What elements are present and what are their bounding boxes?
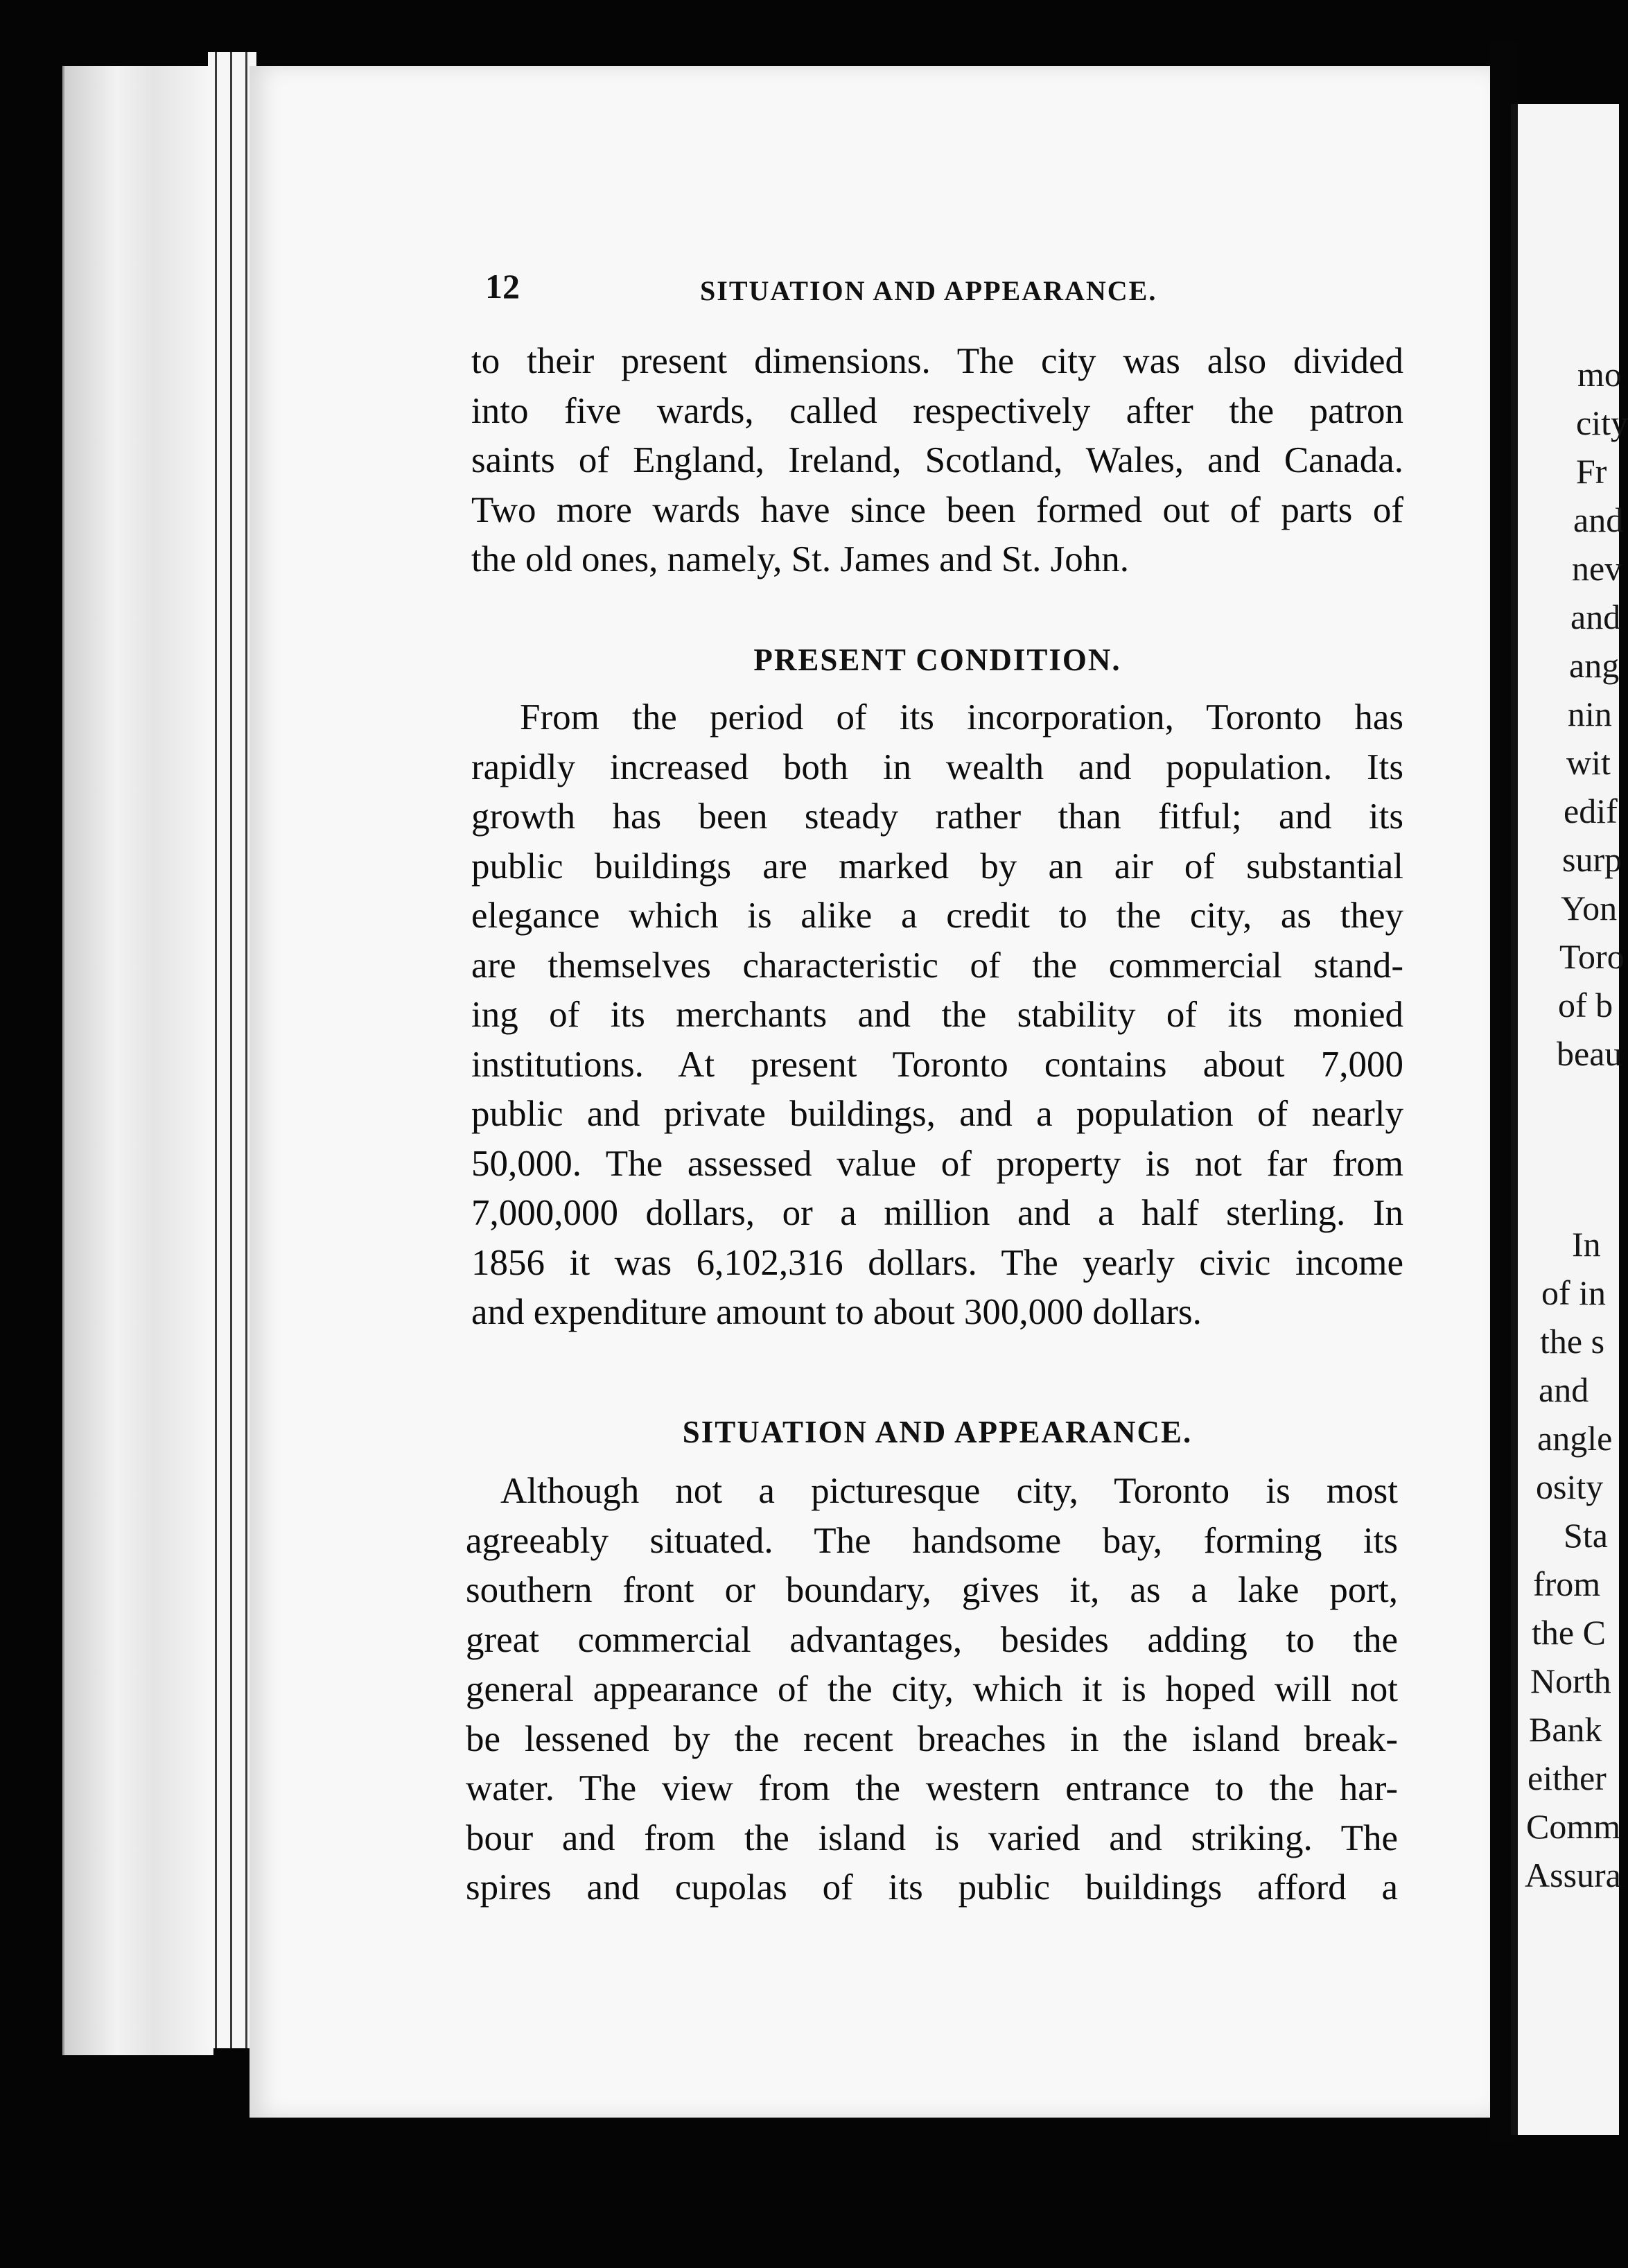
book-edge — [62, 66, 213, 2055]
page-header — [485, 266, 1372, 315]
text-line: agreeably situated. The handsome bay, forming its — [466, 1520, 1398, 1561]
text-line: the old ones, namely, St. James and St. John. — [471, 539, 1130, 579]
right-page-fragment: either — [1528, 1759, 1607, 1797]
right-page-fragment: beau — [1557, 1034, 1622, 1073]
right-page-fragment: nev — [1572, 549, 1622, 588]
right-page-fragment: the C — [1532, 1613, 1606, 1652]
section-heading-present-condition: PRESENT CONDITION. — [753, 643, 1121, 677]
right-page-fragment: nin — [1568, 695, 1612, 733]
text-line: ing of its merchants and the stability of its monied — [471, 995, 1403, 1035]
intro-paragraph — [471, 337, 1403, 585]
text-line: are themselves characteristic of the commercial stand- — [471, 945, 1403, 986]
text-line: institutions. At present Toronto contains about 7,000 — [471, 1044, 1403, 1085]
text-line: southern front or boundary, gives it, as a lake port, — [466, 1570, 1398, 1610]
right-page-fragment: edif — [1564, 792, 1618, 830]
text-line: saints of England, Ireland, Scotland, Wales, and Canada. — [471, 440, 1403, 480]
right-page-fragment: North — [1530, 1661, 1611, 1700]
text-line: Two more wards have since been formed out of parts of — [471, 489, 1403, 530]
text-line: public buildings are marked by an air of substantial — [471, 846, 1403, 887]
right-page-fragment: osity — [1536, 1467, 1604, 1506]
text-line: general appearance of the city, which it is hoped will not — [466, 1669, 1398, 1709]
book-page-right-fragment — [1511, 104, 1628, 2135]
present-condition-paragraph — [471, 693, 1403, 1338]
situation-paragraph — [466, 1467, 1398, 1913]
text-line: bour and from the island is varied and striking. The — [466, 1817, 1398, 1858]
right-page-fragment: the s — [1540, 1322, 1605, 1361]
text-line: elegance which is alike a credit to the city, as they — [471, 896, 1403, 936]
right-page-fragment: city — [1576, 403, 1628, 442]
right-page-fragment: surp — [1562, 840, 1622, 879]
text-line: growth has been steady rather than fitful; and its — [471, 796, 1403, 837]
right-page-fragment: Yon — [1561, 889, 1618, 927]
right-page-fragment: Sta — [1564, 1516, 1608, 1555]
right-page-fragment: Bank — [1529, 1710, 1602, 1749]
right-page-fragment: Toro — [1559, 937, 1625, 976]
right-page-fragment: wit — [1566, 743, 1611, 782]
right-page-fragment: ang — [1569, 646, 1620, 685]
right-page-fragment: from — [1533, 1564, 1601, 1603]
text-line: into five wards, called respectively after the patron — [471, 390, 1403, 431]
text-line: water. The view from the western entrance to the har- — [466, 1768, 1398, 1808]
right-page-fragment: In — [1572, 1225, 1601, 1264]
right-page-fragment: and — [1570, 597, 1621, 636]
right-page-fragment: of b — [1558, 986, 1613, 1024]
text-line: 7,000,000 dollars, or a million and a half sterling. In — [471, 1193, 1403, 1233]
right-page-fragment: angle — [1537, 1419, 1613, 1458]
text-line: public and private buildings, and a population of nearly — [471, 1094, 1403, 1134]
text-line: be lessened by the recent breaches in the island break- — [466, 1718, 1398, 1759]
right-page-fragment: Comm — [1526, 1807, 1621, 1846]
text-line: rapidly increased both in wealth and population. Its — [471, 747, 1403, 787]
right-page-fragment: and — [1539, 1370, 1589, 1409]
text-line: and expenditure amount to about 300,000 dollars. — [471, 1292, 1202, 1332]
text-line: From the period of its incorporation, Toronto has — [520, 697, 1403, 738]
right-page-fragment: Assura — [1525, 1856, 1621, 1894]
text-line: to their present dimensions. The city was also divided — [471, 341, 1403, 381]
right-page-fragment: mo — [1577, 355, 1622, 394]
right-page-fragment: Fr — [1576, 452, 1607, 491]
text-line: Although not a picturesque city, Toronto is most — [500, 1471, 1398, 1511]
text-line: 1856 it was 6,102,316 dollars. The yearly civic income — [471, 1242, 1403, 1283]
running-head: SITUATION AND APPEARANCE. — [700, 275, 1157, 306]
page-number: 12 — [485, 267, 520, 306]
right-page-fragment: and — [1573, 500, 1624, 539]
text-line: 50,000. The assessed value of property is not far from — [471, 1143, 1403, 1184]
right-page-fragment: of in — [1541, 1273, 1607, 1312]
text-line: great commercial advantages, besides adding to the — [466, 1619, 1398, 1660]
text-line: spires and cupolas of its public buildings afford a — [466, 1867, 1398, 1908]
section-heading-situation-and-appearance: SITUATION AND APPEARANCE. — [682, 1415, 1193, 1449]
